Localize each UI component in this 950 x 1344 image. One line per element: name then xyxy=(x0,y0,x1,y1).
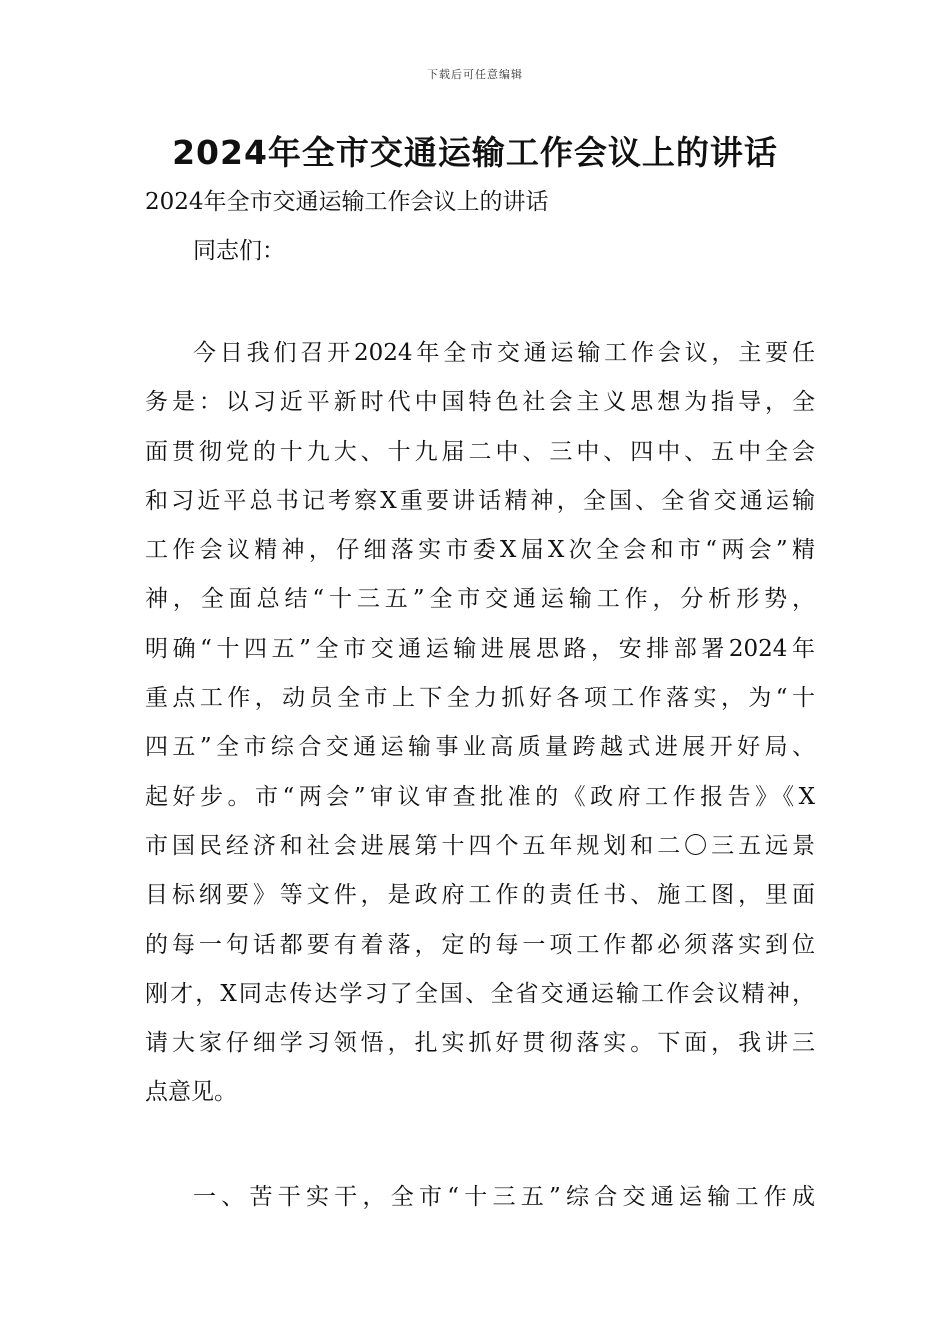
paragraph-line: 起好步。市“两会”审议审查批准的《政府工作报告》《X xyxy=(145,783,815,810)
paragraph-line: 点意见。 xyxy=(145,1079,237,1106)
document-subtitle: 2024年全市交通运输工作会议上的讲话 xyxy=(145,189,549,215)
paragraph-line: 市国民经济和社会进展第十四个五年规划和二〇三五远景 xyxy=(145,832,815,859)
paragraph-line: 神，全面总结“十三五”全市交通运输工作，分析形势， xyxy=(145,586,815,613)
header-note: 下载后可任意编辑 xyxy=(427,68,523,81)
paragraph-line: 和习近平总书记考察X重要讲话精神，全国、全省交通运输 xyxy=(145,487,815,514)
paragraph-line: 工作会议精神，仔细落实市委X届X次全会和市“两会”精 xyxy=(145,537,815,564)
paragraph-line: 明确“十四五”全市交通运输进展思路，安排部署2024年 xyxy=(145,635,815,662)
paragraph-1 xyxy=(145,329,815,1118)
paragraph-line: 重点工作，动员全市上下全力抓好各项工作落实，为“十 xyxy=(145,685,815,712)
paragraph-line: 面贯彻党的十九大、十九届二中、三中、四中、五中全会 xyxy=(145,438,815,465)
section-heading-1: 一、苦干实干，全市“十三五”综合交通运输工作成 xyxy=(193,1184,815,1210)
paragraph-line: 四五”全市综合交通运输事业高质量跨越式进展开好局、 xyxy=(145,734,815,761)
salutation: 同志们： xyxy=(193,238,285,264)
document-title: 2024年全市交通运输工作会议上的讲话 xyxy=(172,133,778,172)
paragraph-line: 目标纲要》等文件，是政府工作的责任书、施工图，里面 xyxy=(145,882,815,909)
paragraph-line: 的每一句话都要有着落，定的每一项工作都必须落实到位 xyxy=(145,931,815,958)
paragraph-line: 今日我们召开2024年全市交通运输工作会议，主要任 xyxy=(193,340,815,366)
paragraph-line: 刚才，X同志传达学习了全国、全省交通运输工作会议精神， xyxy=(145,980,815,1007)
paragraph-line: 请大家仔细学习领悟，扎实抓好贯彻落实。下面，我讲三 xyxy=(145,1030,815,1057)
paragraph-line: 务是：以习近平新时代中国特色社会主义思想为指导，全 xyxy=(145,389,815,416)
